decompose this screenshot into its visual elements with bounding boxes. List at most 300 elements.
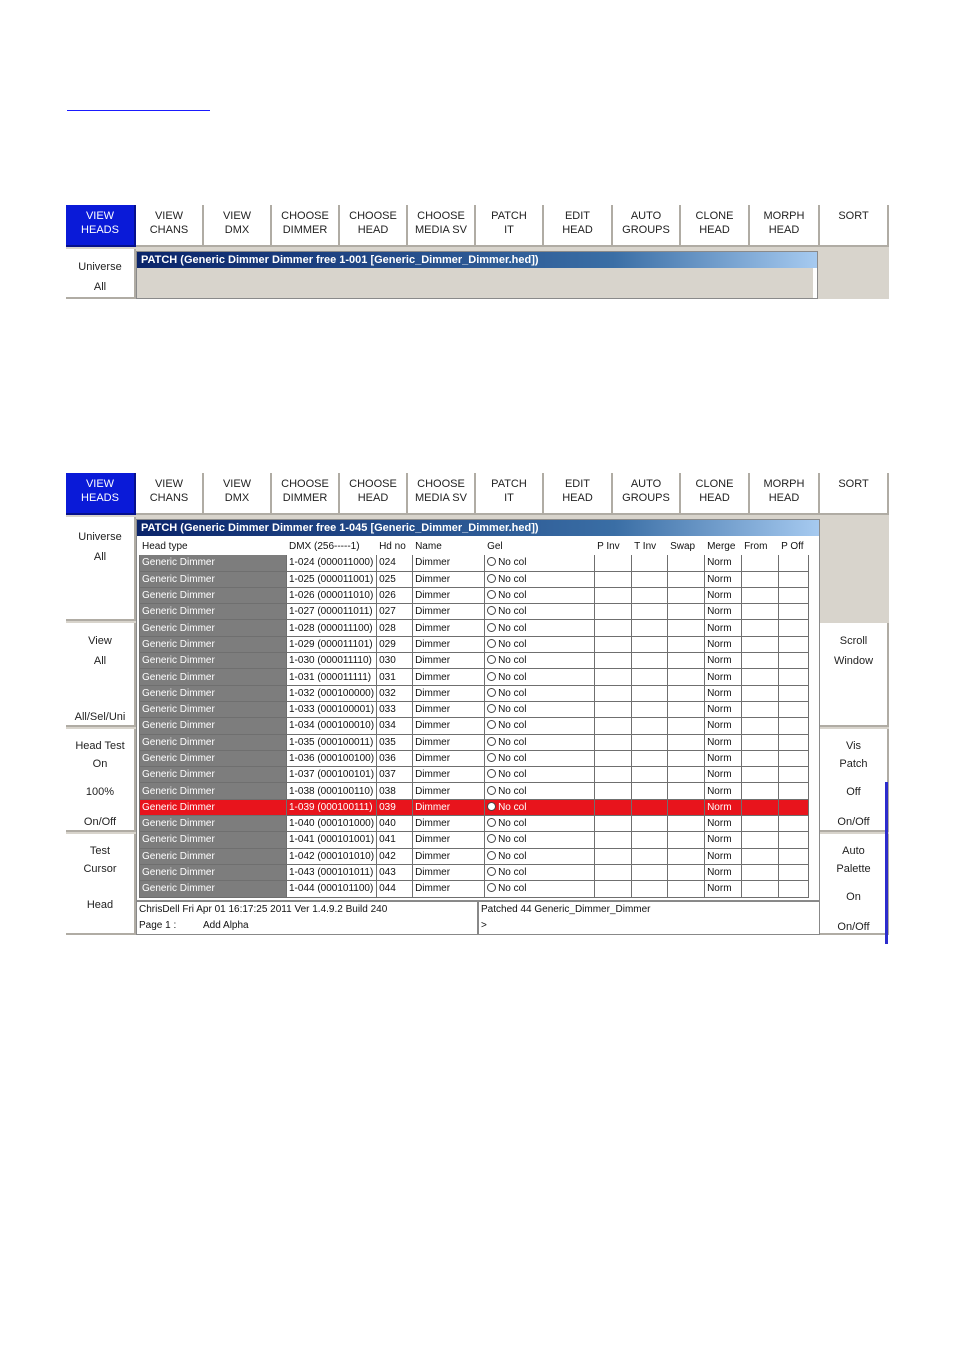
table-cell[interactable] — [779, 734, 809, 750]
column-header[interactable]: Merge — [705, 539, 742, 555]
command-prompt[interactable]: > — [481, 920, 487, 931]
table-cell[interactable] — [742, 848, 779, 864]
radio-icon[interactable] — [487, 818, 496, 827]
table-cell[interactable] — [742, 587, 779, 603]
table-cell[interactable]: Generic Dimmer — [140, 571, 287, 587]
table-cell[interactable]: 1-028 (000011100) — [287, 620, 377, 636]
table-cell[interactable] — [595, 571, 632, 587]
table-cell[interactable] — [485, 718, 595, 734]
radio-icon[interactable] — [487, 851, 496, 860]
toolbar-button-clone-head[interactable] — [681, 205, 750, 247]
table-cell[interactable]: 028 — [377, 620, 413, 636]
radio-icon[interactable] — [487, 720, 496, 729]
table-cell[interactable] — [485, 848, 595, 864]
table-cell[interactable] — [668, 587, 705, 603]
table-cell[interactable] — [742, 864, 779, 880]
table-cell[interactable]: 043 — [377, 864, 413, 880]
column-header[interactable]: Gel — [485, 539, 595, 555]
table-cell[interactable]: Dimmer — [413, 783, 485, 799]
table-cell[interactable] — [632, 848, 668, 864]
table-cell[interactable] — [668, 685, 705, 701]
table-cell[interactable] — [668, 718, 705, 734]
table-cell[interactable]: Dimmer — [413, 799, 485, 815]
table-cell[interactable] — [779, 636, 809, 652]
table-row[interactable] — [140, 685, 809, 701]
table-cell[interactable]: Generic Dimmer — [140, 767, 287, 783]
table-cell[interactable] — [742, 734, 779, 750]
table-cell[interactable] — [742, 653, 779, 669]
toolbar-button-choose-dimmer[interactable] — [272, 205, 340, 247]
table-cell[interactable] — [668, 620, 705, 636]
table-cell[interactable]: Norm — [705, 620, 742, 636]
toolbar-button-choose-head[interactable] — [340, 473, 408, 515]
table-cell[interactable] — [485, 832, 595, 848]
table-cell[interactable]: Dimmer — [413, 718, 485, 734]
table-cell[interactable]: 032 — [377, 685, 413, 701]
table-cell[interactable]: Dimmer — [413, 750, 485, 766]
table-cell[interactable] — [779, 604, 809, 620]
table-cell[interactable] — [595, 718, 632, 734]
table-row[interactable] — [140, 620, 809, 636]
table-cell[interactable]: Dimmer — [413, 685, 485, 701]
table-cell[interactable]: Norm — [705, 555, 742, 571]
table-cell[interactable]: 1-026 (000011010) — [287, 587, 377, 603]
table-cell[interactable]: Generic Dimmer — [140, 587, 287, 603]
toolbar-button-choose-media-sv[interactable] — [408, 205, 476, 247]
table-cell[interactable]: Generic Dimmer — [140, 669, 287, 685]
table-cell[interactable] — [595, 783, 632, 799]
table-cell[interactable]: Norm — [705, 864, 742, 880]
table-cell[interactable]: Generic Dimmer — [140, 832, 287, 848]
table-cell[interactable] — [668, 783, 705, 799]
toolbar-button-clone-head[interactable] — [681, 473, 750, 515]
table-cell[interactable] — [595, 555, 632, 571]
table-cell[interactable] — [668, 864, 705, 880]
table-cell[interactable] — [632, 864, 668, 880]
table-cell[interactable]: 1-027 (000011011) — [287, 604, 377, 620]
table-row[interactable] — [140, 799, 809, 815]
table-cell[interactable]: Generic Dimmer — [140, 653, 287, 669]
table-cell[interactable]: 038 — [377, 783, 413, 799]
table-cell[interactable]: 033 — [377, 701, 413, 717]
table-cell[interactable] — [632, 701, 668, 717]
table-cell[interactable]: 037 — [377, 767, 413, 783]
table-cell[interactable] — [632, 636, 668, 652]
table-cell[interactable] — [779, 669, 809, 685]
table-cell[interactable] — [485, 864, 595, 880]
table-cell[interactable]: Generic Dimmer — [140, 701, 287, 717]
table-cell[interactable] — [668, 734, 705, 750]
table-cell[interactable]: 1-031 (000011111) — [287, 669, 377, 685]
table-cell[interactable]: Norm — [705, 832, 742, 848]
table-cell[interactable]: Dimmer — [413, 620, 485, 636]
table-cell[interactable] — [742, 636, 779, 652]
radio-icon[interactable] — [487, 802, 496, 811]
table-cell[interactable] — [485, 783, 595, 799]
table-cell[interactable]: 1-035 (000100011) — [287, 734, 377, 750]
table-row[interactable] — [140, 701, 809, 717]
table-cell[interactable] — [595, 653, 632, 669]
table-cell[interactable] — [632, 799, 668, 815]
document-link-underline[interactable] — [67, 94, 210, 111]
table-cell[interactable]: Dimmer — [413, 734, 485, 750]
radio-icon[interactable] — [487, 606, 496, 615]
toolbar-button-auto-groups[interactable] — [613, 205, 681, 247]
table-cell[interactable] — [632, 653, 668, 669]
radio-icon[interactable] — [487, 769, 496, 778]
scroll-window-button[interactable] — [820, 623, 889, 727]
table-cell[interactable] — [595, 636, 632, 652]
table-cell[interactable]: 039 — [377, 799, 413, 815]
table-cell[interactable] — [485, 587, 595, 603]
toolbar-button-view-dmx[interactable] — [204, 473, 272, 515]
table-cell[interactable]: Dimmer — [413, 881, 485, 897]
table-cell[interactable] — [668, 653, 705, 669]
table-cell[interactable] — [742, 571, 779, 587]
table-cell[interactable] — [779, 848, 809, 864]
table-cell[interactable] — [632, 832, 668, 848]
table-row[interactable] — [140, 587, 809, 603]
table-cell[interactable] — [742, 799, 779, 815]
table-cell[interactable] — [485, 750, 595, 766]
table-cell[interactable] — [668, 750, 705, 766]
table-cell[interactable] — [595, 816, 632, 832]
table-cell[interactable]: 1-042 (000101010) — [287, 848, 377, 864]
table-cell[interactable]: 041 — [377, 832, 413, 848]
table-cell[interactable]: Norm — [705, 816, 742, 832]
table-row[interactable] — [140, 718, 809, 734]
table-cell[interactable] — [595, 604, 632, 620]
table-cell[interactable] — [632, 750, 668, 766]
table-cell[interactable] — [632, 767, 668, 783]
toolbar-button-edit-head[interactable] — [544, 205, 613, 247]
table-cell[interactable] — [632, 587, 668, 603]
column-header[interactable]: T Inv — [632, 539, 668, 555]
table-cell[interactable] — [632, 555, 668, 571]
table-row[interactable] — [140, 767, 809, 783]
table-cell[interactable] — [632, 669, 668, 685]
table-cell[interactable] — [595, 881, 632, 897]
table-cell[interactable] — [779, 718, 809, 734]
table-cell[interactable] — [632, 734, 668, 750]
table-cell[interactable]: 026 — [377, 587, 413, 603]
column-header[interactable]: DMX (256-----1) — [287, 539, 377, 555]
table-cell[interactable]: Generic Dimmer — [140, 881, 287, 897]
table-cell[interactable] — [668, 669, 705, 685]
table-cell[interactable] — [485, 799, 595, 815]
table-cell[interactable]: Generic Dimmer — [140, 685, 287, 701]
table-cell[interactable] — [742, 881, 779, 897]
table-cell[interactable] — [632, 685, 668, 701]
table-row[interactable] — [140, 750, 809, 766]
table-cell[interactable]: Norm — [705, 799, 742, 815]
table-cell[interactable] — [779, 767, 809, 783]
table-row[interactable] — [140, 832, 809, 848]
radio-icon[interactable] — [487, 883, 496, 892]
table-cell[interactable] — [668, 767, 705, 783]
table-cell[interactable] — [668, 816, 705, 832]
table-cell[interactable] — [742, 669, 779, 685]
table-cell[interactable] — [742, 701, 779, 717]
table-cell[interactable]: 1-034 (000100010) — [287, 718, 377, 734]
table-cell[interactable] — [485, 555, 595, 571]
table-cell[interactable] — [485, 881, 595, 897]
table-cell[interactable] — [742, 750, 779, 766]
radio-icon[interactable] — [487, 639, 496, 648]
toolbar-button-view-chans[interactable] — [136, 473, 204, 515]
table-cell[interactable]: Dimmer — [413, 816, 485, 832]
table-cell[interactable] — [485, 620, 595, 636]
radio-icon[interactable] — [487, 786, 496, 795]
column-header[interactable]: From — [742, 539, 779, 555]
view-button[interactable] — [66, 623, 136, 727]
radio-icon[interactable] — [487, 704, 496, 713]
table-cell[interactable]: 1-041 (000101001) — [287, 832, 377, 848]
table-cell[interactable]: 1-025 (000011001) — [287, 571, 377, 587]
table-row[interactable] — [140, 783, 809, 799]
table-cell[interactable] — [485, 816, 595, 832]
table-cell[interactable]: Norm — [705, 571, 742, 587]
table-cell[interactable]: 1-033 (000100001) — [287, 701, 377, 717]
table-cell[interactable] — [742, 832, 779, 848]
table-cell[interactable] — [779, 555, 809, 571]
radio-icon[interactable] — [487, 737, 496, 746]
table-cell[interactable] — [668, 636, 705, 652]
table-cell[interactable]: 1-043 (000101011) — [287, 864, 377, 880]
table-cell[interactable] — [742, 767, 779, 783]
scrollbar-thumb[interactable] — [885, 782, 888, 944]
table-cell[interactable]: Generic Dimmer — [140, 636, 287, 652]
table-cell[interactable] — [595, 587, 632, 603]
column-header[interactable]: Name — [413, 539, 485, 555]
table-cell[interactable]: 1-039 (000100111) — [287, 799, 377, 815]
table-row[interactable] — [140, 604, 809, 620]
toolbar-button-choose-media-sv[interactable] — [408, 473, 476, 515]
table-cell[interactable]: Dimmer — [413, 604, 485, 620]
table-cell[interactable] — [595, 864, 632, 880]
table-cell[interactable] — [779, 701, 809, 717]
table-cell[interactable] — [632, 620, 668, 636]
table-cell[interactable]: Dimmer — [413, 848, 485, 864]
column-header[interactable]: Swap — [668, 539, 705, 555]
table-cell[interactable]: Generic Dimmer — [140, 734, 287, 750]
table-cell[interactable]: Generic Dimmer — [140, 718, 287, 734]
table-cell[interactable]: 1-036 (000100100) — [287, 750, 377, 766]
table-cell[interactable]: 1-044 (000101100) — [287, 881, 377, 897]
table-cell[interactable] — [779, 816, 809, 832]
table-cell[interactable]: 024 — [377, 555, 413, 571]
table-cell[interactable]: Generic Dimmer — [140, 783, 287, 799]
table-cell[interactable] — [742, 620, 779, 636]
table-cell[interactable]: Dimmer — [413, 555, 485, 571]
radio-icon[interactable] — [487, 557, 496, 566]
table-cell[interactable]: 040 — [377, 816, 413, 832]
table-cell[interactable]: Norm — [705, 767, 742, 783]
table-cell[interactable] — [668, 848, 705, 864]
radio-icon[interactable] — [487, 753, 496, 762]
table-cell[interactable] — [595, 734, 632, 750]
table-row[interactable] — [140, 848, 809, 864]
table-cell[interactable]: Dimmer — [413, 864, 485, 880]
table-cell[interactable] — [632, 571, 668, 587]
table-cell[interactable]: 1-029 (000011101) — [287, 636, 377, 652]
table-cell[interactable] — [779, 864, 809, 880]
toolbar-button-view-heads[interactable] — [66, 473, 136, 515]
table-row[interactable] — [140, 816, 809, 832]
head-test-button[interactable] — [66, 729, 136, 832]
radio-icon[interactable] — [487, 623, 496, 632]
table-cell[interactable] — [485, 669, 595, 685]
column-header[interactable]: Hd no — [377, 539, 413, 555]
table-cell[interactable] — [742, 685, 779, 701]
table-cell[interactable]: Dimmer — [413, 767, 485, 783]
table-cell[interactable] — [779, 750, 809, 766]
table-cell[interactable] — [485, 734, 595, 750]
table-cell[interactable] — [668, 701, 705, 717]
table-cell[interactable]: 036 — [377, 750, 413, 766]
table-cell[interactable] — [668, 571, 705, 587]
table-cell[interactable]: 035 — [377, 734, 413, 750]
table-cell[interactable] — [595, 848, 632, 864]
toolbar-button-edit-head[interactable] — [544, 473, 613, 515]
radio-icon[interactable] — [487, 590, 496, 599]
test-cursor-button[interactable] — [66, 834, 136, 935]
universe-button[interactable] — [66, 249, 136, 299]
toolbar-button-sort[interactable] — [820, 473, 889, 515]
table-cell[interactable]: Dimmer — [413, 571, 485, 587]
table-cell[interactable]: Norm — [705, 653, 742, 669]
table-cell[interactable] — [485, 767, 595, 783]
radio-icon[interactable] — [487, 867, 496, 876]
column-header[interactable]: P Off — [779, 539, 809, 555]
toolbar-button-sort[interactable] — [820, 205, 889, 247]
table-cell[interactable] — [668, 799, 705, 815]
table-cell[interactable]: Generic Dimmer — [140, 848, 287, 864]
table-cell[interactable]: 1-037 (000100101) — [287, 767, 377, 783]
table-cell[interactable]: Norm — [705, 718, 742, 734]
table-cell[interactable] — [779, 881, 809, 897]
table-cell[interactable] — [668, 881, 705, 897]
table-cell[interactable]: Norm — [705, 783, 742, 799]
table-cell[interactable] — [632, 604, 668, 620]
table-row[interactable] — [140, 636, 809, 652]
table-cell[interactable]: 031 — [377, 669, 413, 685]
table-cell[interactable]: Generic Dimmer — [140, 604, 287, 620]
table-row[interactable] — [140, 555, 809, 571]
toolbar-button-patch-it[interactable] — [476, 205, 544, 247]
table-row[interactable] — [140, 881, 809, 897]
table-cell[interactable]: Norm — [705, 587, 742, 603]
radio-icon[interactable] — [487, 655, 496, 664]
table-cell[interactable]: Dimmer — [413, 636, 485, 652]
table-cell[interactable]: Norm — [705, 701, 742, 717]
table-cell[interactable]: Dimmer — [413, 832, 485, 848]
table-cell[interactable]: Norm — [705, 669, 742, 685]
table-cell[interactable]: Norm — [705, 848, 742, 864]
table-cell[interactable] — [779, 653, 809, 669]
radio-icon[interactable] — [487, 688, 496, 697]
toolbar-button-auto-groups[interactable] — [613, 473, 681, 515]
toolbar-button-choose-head[interactable] — [340, 205, 408, 247]
scrollbar[interactable] — [813, 268, 817, 298]
table-cell[interactable] — [779, 799, 809, 815]
table-cell[interactable] — [485, 604, 595, 620]
table-cell[interactable]: 034 — [377, 718, 413, 734]
table-cell[interactable] — [485, 653, 595, 669]
table-cell[interactable]: 025 — [377, 571, 413, 587]
table-cell[interactable] — [779, 571, 809, 587]
table-cell[interactable] — [779, 620, 809, 636]
table-row[interactable] — [140, 734, 809, 750]
auto-palette-button[interactable] — [820, 834, 889, 935]
table-cell[interactable]: 1-032 (000100000) — [287, 685, 377, 701]
table-cell[interactable]: Dimmer — [413, 587, 485, 603]
toolbar-button-view-heads[interactable] — [66, 205, 136, 247]
table-cell[interactable]: Norm — [705, 685, 742, 701]
radio-icon[interactable] — [487, 574, 496, 583]
table-cell[interactable] — [742, 604, 779, 620]
column-header[interactable]: Head type — [140, 539, 287, 555]
table-cell[interactable] — [742, 555, 779, 571]
table-cell[interactable]: Generic Dimmer — [140, 864, 287, 880]
table-cell[interactable] — [595, 750, 632, 766]
toolbar-button-morph-head[interactable] — [750, 205, 820, 247]
table-row[interactable] — [140, 864, 809, 880]
toolbar-button-patch-it[interactable] — [476, 473, 544, 515]
table-cell[interactable]: Generic Dimmer — [140, 620, 287, 636]
table-cell[interactable] — [595, 620, 632, 636]
table-cell[interactable]: 1-024 (000011000) — [287, 555, 377, 571]
table-cell[interactable] — [779, 685, 809, 701]
table-cell[interactable] — [632, 718, 668, 734]
table-cell[interactable] — [632, 881, 668, 897]
table-cell[interactable]: Norm — [705, 636, 742, 652]
table-cell[interactable] — [485, 685, 595, 701]
table-cell[interactable]: 042 — [377, 848, 413, 864]
table-cell[interactable]: Generic Dimmer — [140, 799, 287, 815]
table-cell[interactable] — [632, 783, 668, 799]
table-row[interactable] — [140, 571, 809, 587]
table-cell[interactable] — [668, 604, 705, 620]
radio-icon[interactable] — [487, 672, 496, 681]
table-cell[interactable]: 1-038 (000100110) — [287, 783, 377, 799]
table-cell[interactable] — [595, 669, 632, 685]
table-cell[interactable] — [742, 816, 779, 832]
table-cell[interactable]: Dimmer — [413, 701, 485, 717]
table-cell[interactable] — [742, 718, 779, 734]
table-cell[interactable]: Dimmer — [413, 669, 485, 685]
toolbar-button-choose-dimmer[interactable] — [272, 473, 340, 515]
table-cell[interactable] — [668, 555, 705, 571]
table-cell[interactable] — [742, 783, 779, 799]
table-cell[interactable] — [595, 832, 632, 848]
table-cell[interactable] — [668, 832, 705, 848]
table-cell[interactable] — [595, 701, 632, 717]
radio-icon[interactable] — [487, 834, 496, 843]
table-cell[interactable]: Norm — [705, 881, 742, 897]
vis-patch-button[interactable] — [820, 729, 889, 832]
table-cell[interactable]: Generic Dimmer — [140, 555, 287, 571]
table-cell[interactable]: Norm — [705, 604, 742, 620]
table-cell[interactable] — [779, 587, 809, 603]
table-cell[interactable]: 044 — [377, 881, 413, 897]
table-cell[interactable]: Norm — [705, 750, 742, 766]
table-cell[interactable] — [485, 571, 595, 587]
table-cell[interactable]: 1-030 (000011110) — [287, 653, 377, 669]
universe-button[interactable] — [66, 517, 136, 621]
table-row[interactable] — [140, 653, 809, 669]
table-cell[interactable] — [779, 832, 809, 848]
